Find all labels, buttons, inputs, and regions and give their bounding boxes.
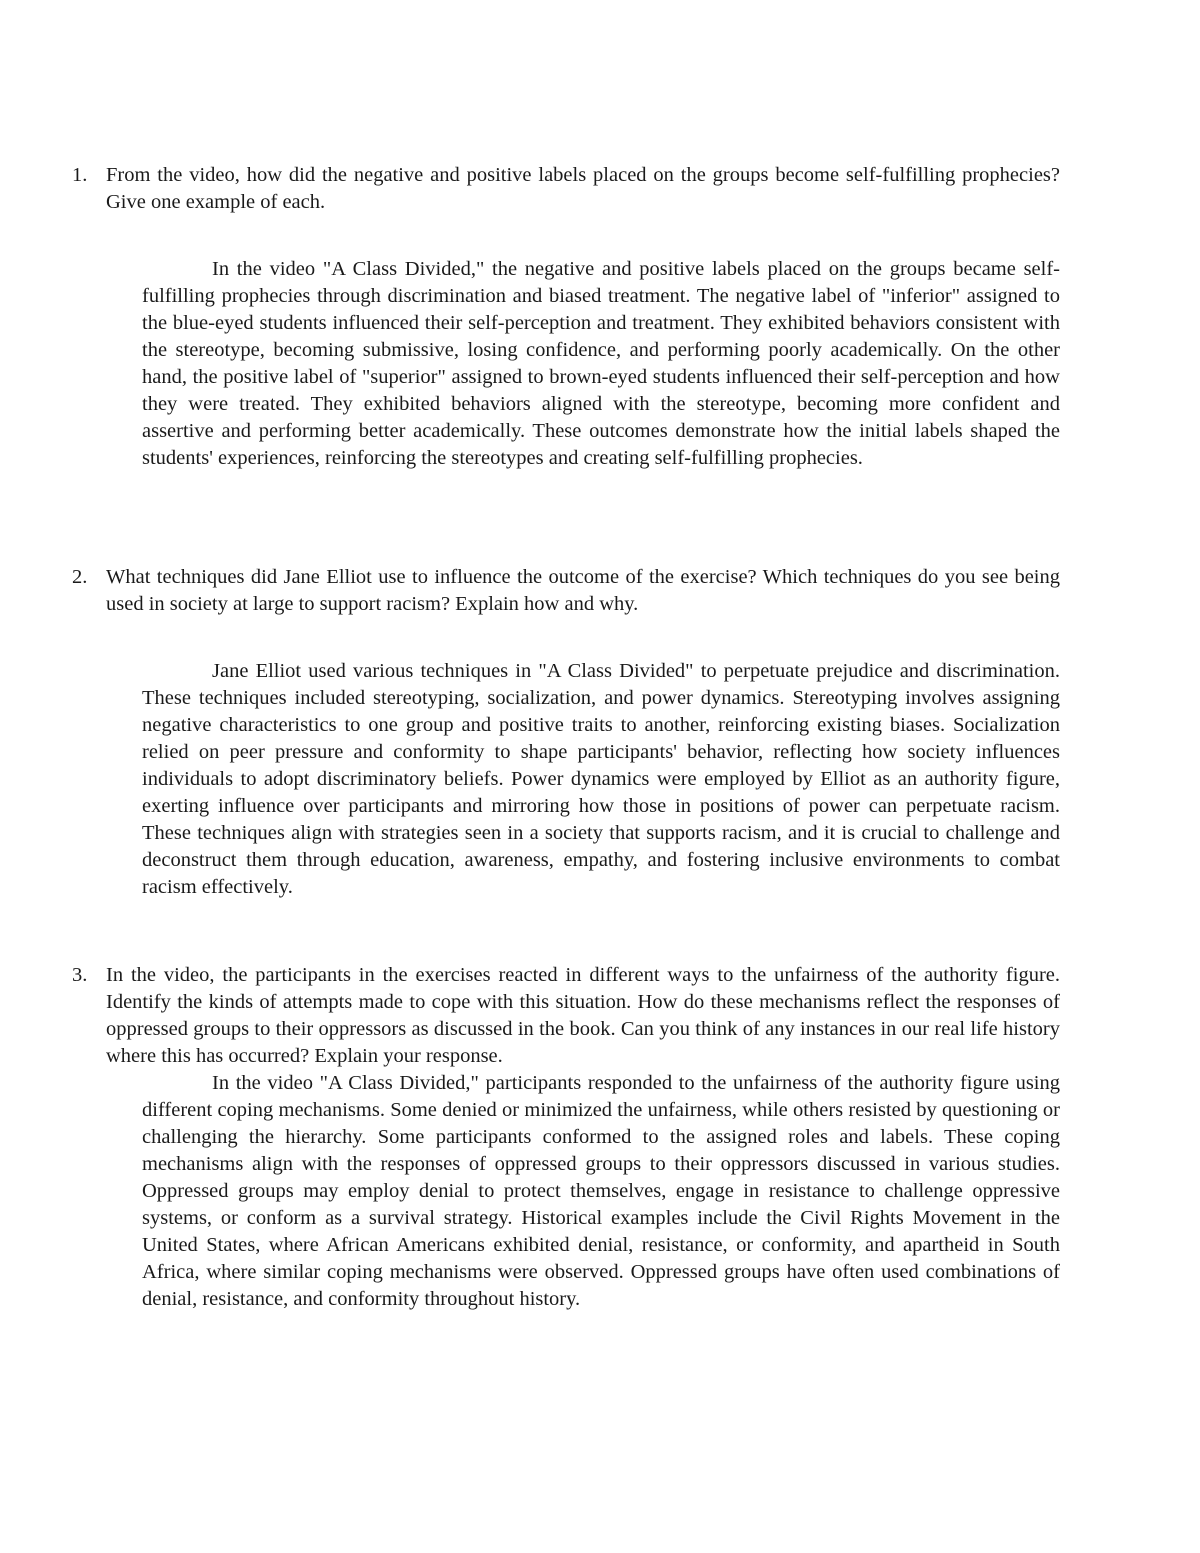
question-1 xyxy=(72,162,1060,216)
question-number: 1. xyxy=(72,164,88,186)
answer-paragraph-1: In the video "A Class Divided," the negative and positive labels placed on the groups became self-fulfilling prophecies through discrimination and biased treatment. The negative label of "inferior" assigned to the blue-eyed students influenced their self-perception and treatment. They exhibited behaviors consistent with the stereotype, becoming submissive, losing confidence, and performing poorly academically. On the other hand, the positive label of "superior" assigned to brown-eyed students influenced their self-perception and how they were treated. They exhibited behaviors aligned with the stereotype, becoming more confident and assertive and performing better academically. These outcomes demonstrate how the initial labels shaped the students' experiences, reinforcing the stereotypes and creating self-fulfilling prophecies. xyxy=(142,258,1060,469)
question-number: 3. xyxy=(72,964,88,986)
answer-paragraph-2: Jane Elliot used various techniques in "A Class Divided" to perpetuate prejudice and discrimination. These techniques included stereotyping, socialization, and power dynamics. Stereotyping involves assigning negative characteristics to one group and positive traits to another, reinforcing existing biases. Socialization relied on peer pressure and conformity to shape participants' behavior, reflecting how society influences individuals to adopt discriminatory beliefs. Power dynamics were employed by Elliot as an authority figure, exerting influence over participants and mirroring how those in positions of power can perpetuate racism. These techniques align with strategies seen in a society that supports racism, and it is crucial to challenge and deconstruct them through education, awareness, empathy, and fostering inclusive environments to combat racism effectively. xyxy=(142,660,1060,898)
question-block-2 xyxy=(72,564,1060,901)
question-3 xyxy=(72,962,1060,1070)
question-text: In the video, the participants in the exercises reacted in different ways to the unfairness of the authority figure. Identify the kinds of attempts made to cope with this situation. How do these mechanisms reflect the responses of oppressed groups to their oppressors as discussed in the book. Can you think of any instances in our real life history where this has occurred? Explain your response. xyxy=(106,964,1060,1067)
question-2 xyxy=(72,564,1060,618)
answer-paragraph-3: In the video "A Class Divided," participants responded to the unfairness of the authority figure using different coping mechanisms. Some denied or minimized the unfairness, while others resisted by questioning or challenging the hierarchy. Some participants conformed to the assigned roles and labels. These coping mechanisms align with the responses of oppressed groups to their oppressors discussed in various studies. Oppressed groups may employ denial to protect themselves, engage in resistance to challenge oppressive systems, or conform as a survival strategy. Historical examples include the Civil Rights Movement in the United States, where African Americans exhibited denial, resistance, or conformity, and apartheid in South Africa, where similar coping mechanisms were observed. Oppressed groups have often used combinations of denial, resistance, and conformity throughout history. xyxy=(142,1072,1060,1310)
question-number: 2. xyxy=(72,566,88,588)
question-text: What techniques did Jane Elliot use to influence the outcome of the exercise? Which techniques do you see being used in society at large to support racism? Explain how and why. xyxy=(106,566,1060,615)
question-text: From the video, how did the negative and positive labels placed on the groups become self-fulfilling prophecies? Give one example of each. xyxy=(106,164,1060,213)
question-block-3 xyxy=(72,962,1060,1313)
question-block-1 xyxy=(72,162,1060,472)
